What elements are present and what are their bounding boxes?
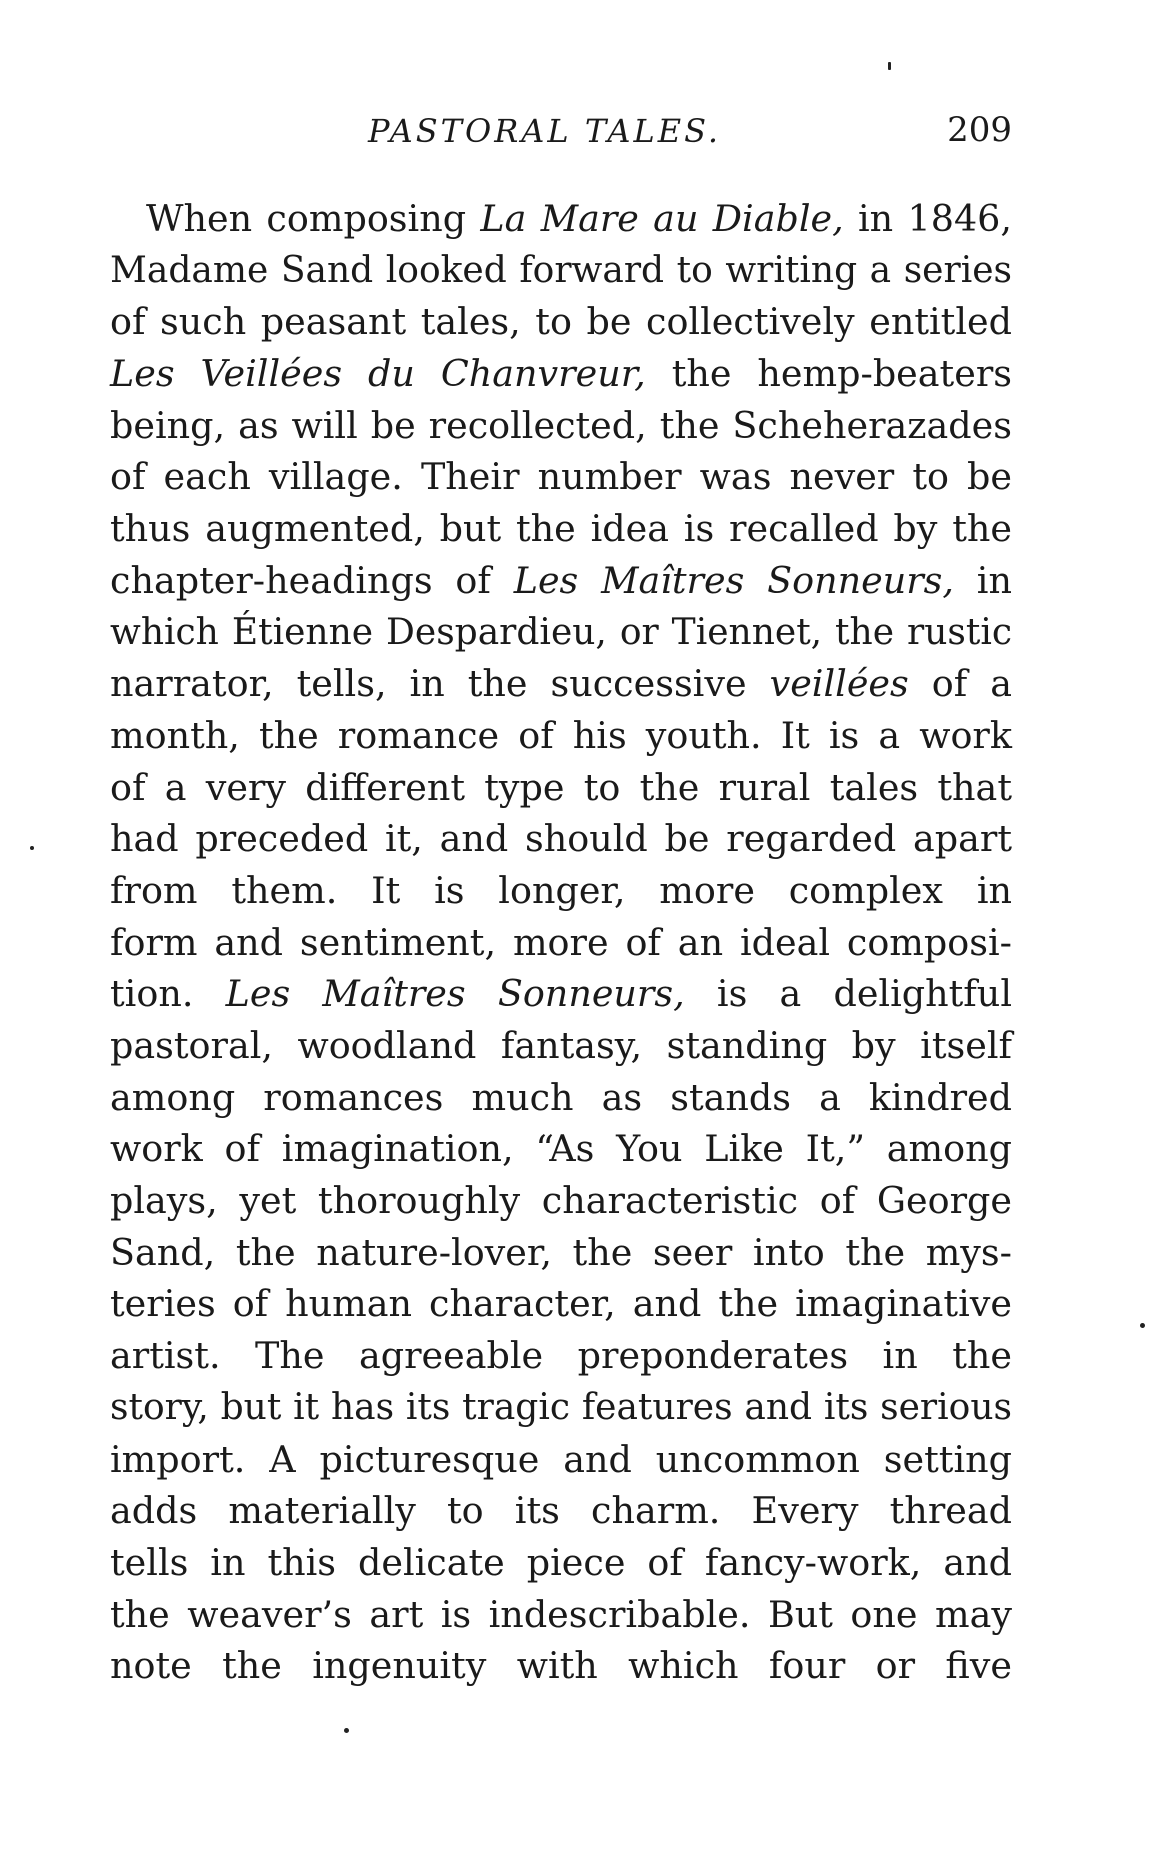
text-line bbox=[110, 1537, 1012, 1589]
text-run: of a bbox=[908, 662, 1013, 706]
text-line bbox=[110, 865, 1012, 917]
text-run: tion. bbox=[110, 972, 226, 1016]
text-line bbox=[110, 710, 1012, 762]
text-run: chapter-headings of bbox=[110, 558, 514, 602]
text-run: tells in this delicate piece of fancy-work, and bbox=[110, 1540, 1012, 1584]
text-line bbox=[110, 968, 1012, 1020]
text-run: Sand, the nature-lover, the seer into the mys- bbox=[110, 1230, 1012, 1274]
text-run: among romances much as stands a kindred bbox=[110, 1075, 1012, 1119]
text-run: narrator, tells, in the successive bbox=[110, 662, 770, 706]
text-run: of such peasant tales, to be collectively entitled bbox=[110, 300, 1012, 344]
text-line bbox=[110, 503, 1012, 555]
text-run: of a very different type to the rural tales that bbox=[110, 765, 1012, 809]
text-line bbox=[110, 1020, 1012, 1072]
italic-title-text: Les Maîtres Sonneurs, bbox=[225, 972, 685, 1016]
text-run: plays, yet thoroughly characteristic of George bbox=[110, 1179, 1012, 1223]
text-line bbox=[110, 1382, 1012, 1434]
italic-title-text: La Mare au Diable, bbox=[480, 197, 844, 240]
text-line bbox=[110, 451, 1012, 503]
text-run: of each village. Their number was never to be bbox=[110, 455, 1012, 499]
running-head bbox=[110, 112, 1012, 162]
text-run: note the ingenuity with which four or five bbox=[110, 1644, 1012, 1688]
text-line bbox=[110, 1434, 1012, 1486]
text-line bbox=[110, 1175, 1012, 1227]
text-line bbox=[110, 658, 1012, 710]
text-run: artist. The agreeable preponderates in the bbox=[110, 1334, 1012, 1378]
text-run: adds materially to its charm. Every thread bbox=[110, 1489, 1012, 1533]
ink-speck bbox=[888, 62, 891, 70]
ink-speck bbox=[1140, 1323, 1145, 1328]
text-line bbox=[110, 1278, 1012, 1330]
text-line bbox=[110, 348, 1012, 400]
ink-speck bbox=[30, 846, 34, 850]
text-line bbox=[110, 193, 1012, 245]
text-run: form and sentiment, more of an ideal composi- bbox=[110, 920, 1012, 964]
text-run: month, the romance of his youth. It is a work bbox=[110, 713, 1012, 757]
text-run: is a delightful bbox=[684, 972, 1012, 1016]
text-run: teries of human character, and the imaginative bbox=[110, 1282, 1012, 1326]
text-run: the hemp-beaters bbox=[645, 352, 1012, 396]
text-run: When composing bbox=[146, 197, 481, 240]
text-line bbox=[110, 296, 1012, 348]
text-run: the weaver’s art is indescribable. But one may bbox=[110, 1592, 1012, 1636]
page-number: 209 bbox=[947, 110, 1012, 150]
text-run: story, but it has its tragic features and its serious bbox=[110, 1386, 1012, 1428]
text-run: thus augmented, but the idea is recalled by the bbox=[110, 507, 1012, 551]
text-run: import. A picturesque and uncommon setting bbox=[110, 1437, 1012, 1481]
text-run: being, as will be recollected, the Scheherazades bbox=[110, 403, 1012, 447]
text-run: in bbox=[954, 558, 1012, 602]
text-line bbox=[110, 1123, 1012, 1175]
text-line bbox=[110, 245, 1012, 297]
text-line bbox=[110, 762, 1012, 814]
text-line bbox=[110, 1589, 1012, 1641]
italic-title-text: Les Maîtres Sonneurs, bbox=[513, 558, 955, 602]
italic-title-text: Les Veillées du Chanvreur, bbox=[110, 352, 646, 396]
text-line bbox=[110, 1640, 1012, 1692]
body-text bbox=[110, 193, 1012, 1692]
text-line bbox=[110, 813, 1012, 865]
ink-speck bbox=[344, 1728, 349, 1733]
text-line bbox=[110, 1485, 1012, 1537]
text-line bbox=[110, 1072, 1012, 1124]
text-run: in 1846, bbox=[843, 197, 1012, 240]
text-run: pastoral, woodland fantasy, standing by itself bbox=[110, 1024, 1012, 1067]
text-line bbox=[110, 917, 1012, 969]
text-run: work of imagination, “As You Like It,” among bbox=[110, 1127, 1012, 1171]
text-run: had preceded it, and should be regarded apart bbox=[110, 817, 1012, 861]
running-title: PASTORAL TALES. bbox=[368, 112, 722, 150]
text-line bbox=[110, 607, 1012, 659]
text-line bbox=[110, 400, 1012, 452]
italic-title-text: veillées bbox=[769, 662, 909, 706]
text-run: from them. It is longer, more complex in bbox=[110, 868, 1012, 912]
text-run: Madame Sand looked forward to writing a series bbox=[110, 249, 1012, 291]
text-line bbox=[110, 1330, 1012, 1382]
text-line bbox=[110, 1227, 1012, 1279]
text-run: which Étienne Despardieu, or Tiennet, the rustic bbox=[110, 611, 1012, 653]
text-line bbox=[110, 555, 1012, 607]
